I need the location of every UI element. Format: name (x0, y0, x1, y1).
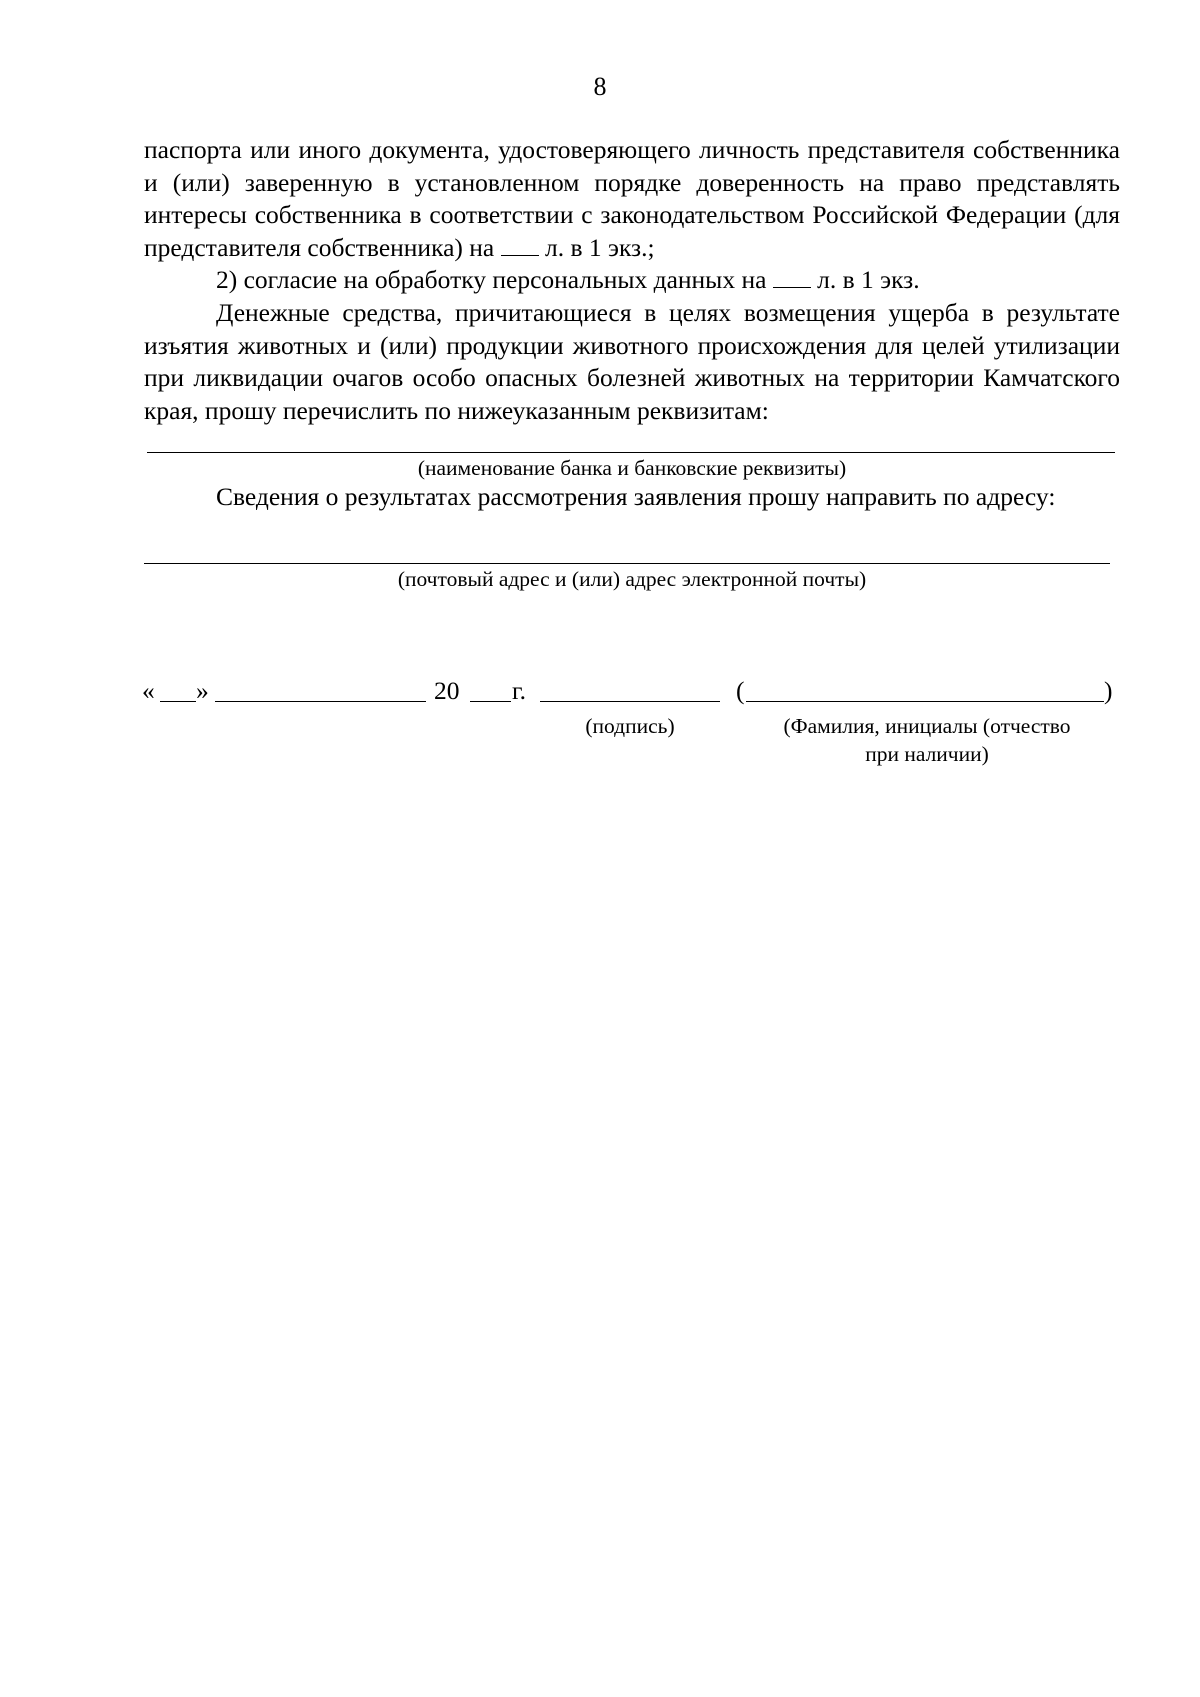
paragraph-consent (144, 264, 1120, 297)
paragraph-funds: Денежные средства, причитающиеся в целях возмещения ущерба в результате изъятия животных и (или) продукции животного происхождения для целей утилизации при ликвидации очагов особо опасных болезней животных на территории Камчатского края, прошу перечислить по нижеуказанным реквизитам: (144, 297, 1120, 425)
day-blank (160, 701, 196, 702)
paragraph-documents-list (144, 134, 1120, 264)
paragraph-results: Сведения о результатах рассмотрения заявления прошу направить по адресу: (216, 482, 1056, 511)
address-caption: (почтовый адрес и (или) адрес электронной почты) (397, 567, 867, 591)
full-name-caption-line1: (Фамилия, инициалы (отчество (783, 714, 1071, 738)
full-name-caption-line2: при наличии) (865, 742, 989, 766)
consent-text: 2) согласие на обработку персональных данных на (216, 265, 767, 295)
bank-details-caption: (наименование банка и банковские реквизиты) (417, 456, 847, 480)
full-name-blank (746, 701, 1104, 702)
year-suffix: г. (512, 676, 526, 705)
address-line (144, 563, 1110, 564)
sheets-copies-text: л. в 1 экз.; (544, 232, 655, 262)
signature-caption: (подпись) (585, 714, 675, 738)
year-prefix: 20 (434, 676, 460, 705)
paragraph-documents-text: паспорта или иного документа, удостоверяющего личность представителя собственника и (или) заверенную в установленном порядке доверенность на право представлять интересы собственника в соответствии с законодательством Российской Федерации (для представителя собственника) на (144, 135, 1120, 262)
paragraph-results-block (144, 481, 1120, 514)
signature-blank (540, 701, 720, 702)
paren-open: ( (736, 676, 745, 705)
sheets-count-blank (501, 233, 539, 256)
consent-sheets-blank (773, 265, 811, 288)
page-number: 8 (593, 72, 607, 101)
quote-close: » (196, 676, 209, 705)
year-blank (470, 701, 511, 702)
paren-close: ) (1104, 676, 1113, 705)
consent-copies-text: л. в 1 экз. (817, 265, 920, 295)
quote-open: « (142, 676, 155, 705)
bank-details-line (147, 452, 1115, 453)
document-body (144, 134, 1120, 427)
month-blank (215, 701, 426, 702)
